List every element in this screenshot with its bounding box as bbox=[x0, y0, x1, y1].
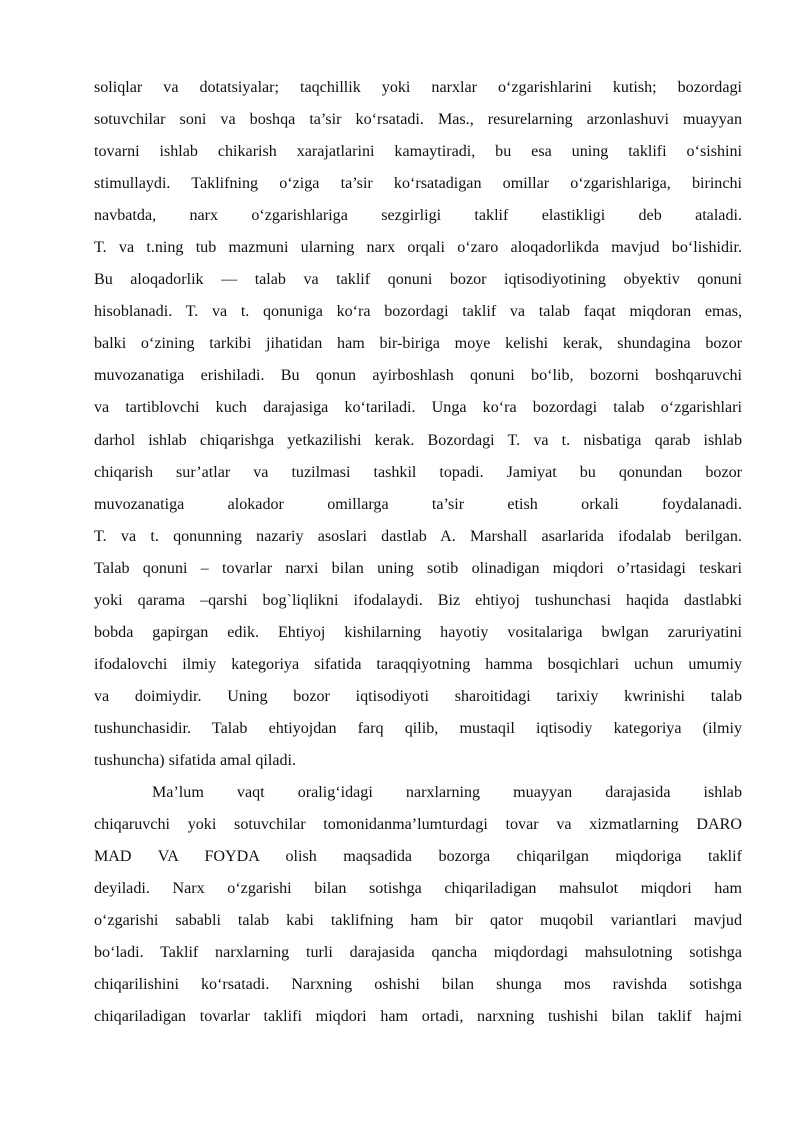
text-line-20: va doimiydir. Uning bozor iqtisodiyoti sharoitidagi tarixiy kwrinishi talab bbox=[94, 687, 742, 705]
text-line-4: stimullaydi. Taklifning o‘ziga ta’sir ko‘rsatadigan omillar o‘zgarishlariga, birinchi bbox=[94, 175, 742, 193]
text-line-22: tushuncha) sifatida amal qiladi. bbox=[94, 751, 297, 769]
text-line-24: chiqaruvchi yoki sotuvchilar tomonidanma’lumturdagi tovar va xizmatlarning DARO bbox=[94, 816, 742, 834]
text-line-16: Talab qonuni – tovarlar narxi bilan uning sotib olinadigan miqdori o’rtasidagi teskari bbox=[94, 559, 742, 577]
text-line-25: MAD VA FOYDA olish maqsadida bozorga chiqarilgan miqdoriga taklif bbox=[94, 848, 742, 866]
text-line-13: chiqarish sur’atlar va tuzilmasi tashkil topadi. Jamiyat bu qonundan bozor bbox=[94, 463, 742, 481]
text-line-11: va tartiblovchi kuch darajasiga ko‘tariladi. Unga ko‘ra bozordagi talab o‘zgarishlari bbox=[94, 399, 742, 417]
text-line-6: T. va t.ning tub mazmuni ularning narx orqali o‘zaro aloqadorlikda mavjud bo‘lishidir. bbox=[94, 239, 742, 257]
text-line-5: navbatda, narx o‘zgarishlariga sezgirligi taklif elastikligi deb ataladi. bbox=[94, 207, 742, 225]
text-line-21: tushunchasidir. Talab ehtiyojdan farq qilib, mustaqil iqtisodiy kategoriya (ilmiy bbox=[94, 719, 742, 737]
text-line-10: muvozanatiga erishiladi. Bu qonun ayirboshlash qonuni bo‘lib, bozorni boshqaruvchi bbox=[94, 367, 742, 385]
text-line-7: Bu aloqadorlik — talab va taklif qonuni bozor iqtisodiyotining obyektiv qonuni bbox=[94, 271, 742, 289]
paragraph-1 bbox=[94, 72, 742, 777]
text-line-9: balki o‘zining tarkibi jihatidan ham bir-biriga moye kelishi kerak, shundagina bozor bbox=[94, 335, 742, 353]
text-line-29: chiqarilishini ko‘rsatadi. Narxning oshishi bilan shunga mos ravishda sotishga bbox=[94, 976, 742, 994]
document-body bbox=[94, 72, 742, 1033]
text-line-12: darhol ishlab chiqarishga yetkazilishi kerak. Bozordagi T. va t. nisbatiga qarab ishlab bbox=[94, 431, 742, 449]
text-line-14: muvozanatiga alokador omillarga ta’sir etish orkali foydalanadi. bbox=[94, 495, 742, 513]
text-line-1: soliqlar va dotatsiyalar; taqchillik yoki narxlar o‘zgarishlarini kutish; bozordagi bbox=[94, 79, 742, 96]
text-line-8: hisoblanadi. T. va t. qonuniga ko‘ra bozordagi taklif va talab faqat miqdoran emas, bbox=[94, 303, 742, 321]
text-line-27: o‘zgarishi sababli talab kabi taklifning ham bir qator muqobil variantlari mavjud bbox=[94, 912, 742, 930]
text-line-2: sotuvchilar soni va boshqa ta’sir ko‘rsatadi. Mas., resurelarning arzonlashuvi muayyan bbox=[94, 111, 742, 129]
text-line-3: tovarni ishlab chikarish xarajatlarini kamaytiradi, bu esa uning taklifi o‘sishini bbox=[94, 143, 742, 161]
text-line-17: yoki qarama –qarshi bog`liqlikni ifodalaydi. Biz ehtiyoj tushunchasi haqida dastlabki bbox=[94, 591, 742, 609]
text-line-23: Ma’lum vaqt oralig‘idagi narxlarning muayyan darajasida ishlab bbox=[152, 784, 742, 802]
paragraph-2 bbox=[94, 777, 742, 1033]
text-line-28: bo‘ladi. Taklif narxlarning turli darajasida qancha miqdordagi mahsulotning sotishga bbox=[94, 944, 742, 962]
text-line-26: deyiladi. Narx o‘zgarishi bilan sotishga chiqariladigan mahsulot miqdori ham bbox=[94, 880, 742, 898]
text-line-15: T. va t. qonunning nazariy asoslari dastlab A. Marshall asarlarida ifodalab berilgan. bbox=[94, 527, 742, 545]
text-line-19: ifodalovchi ilmiy kategoriya sifatida taraqqiyotning hamma bosqichlari uchun umumiy bbox=[94, 655, 742, 673]
text-line-30: chiqariladigan tovarlar taklifi miqdori ham ortadi, narxning tushishi bilan taklif hajmi bbox=[94, 1008, 742, 1026]
text-line-18: bobda gapirgan edik. Ehtiyoj kishilarning hayotiy vositalariga bwlgan zaruriyatini bbox=[94, 623, 742, 641]
